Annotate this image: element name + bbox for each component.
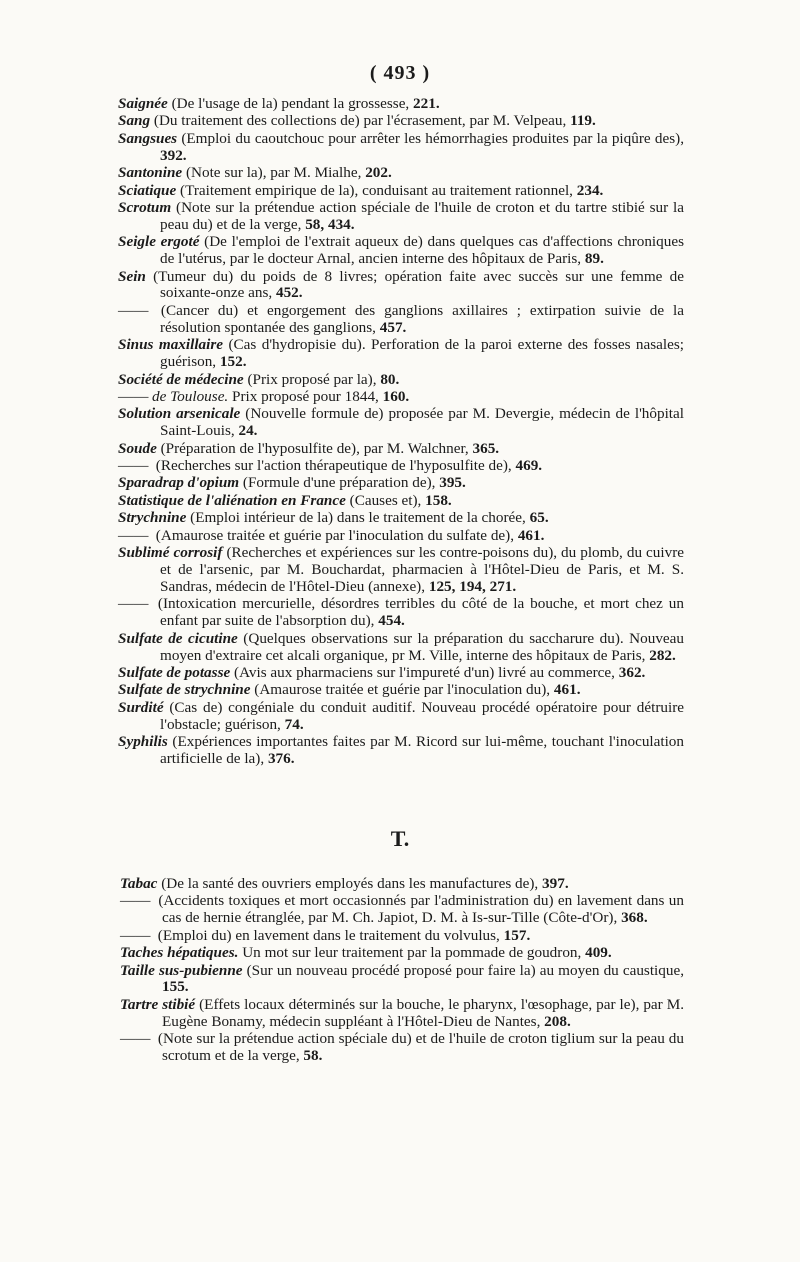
section-letter-t: T. — [390, 826, 410, 851]
ditto-dash: —— — [120, 926, 151, 944]
entry-text: (Cancer du) et engorgement des ganglions axillaires ; extirpation suivie de la résolution spontanée des ganglions, — [152, 301, 684, 336]
index-entry — [118, 596, 684, 630]
entry-page-ref: 202. — [365, 164, 392, 182]
entry-heading: Syphilis — [118, 733, 168, 751]
entry-text: Un mot sur leur traitement par la pommade de goudron, — [238, 944, 586, 962]
entry-page-ref: 158. — [425, 491, 452, 509]
entry-page-ref: 160. — [382, 387, 410, 405]
entry-text: (Du traitement des collections de) par l'écrasement, par M. Velpeau, — [150, 112, 571, 130]
entry-heading: Statistique de l'aliénation en France — [118, 491, 346, 509]
entry-text: (Formule d'une préparation de), — [239, 474, 440, 492]
entry-page-ref: 365. — [472, 439, 500, 457]
entry-heading: Scrotum — [118, 198, 172, 216]
entry-heading: Tartre stibié — [120, 995, 196, 1013]
index-entry — [118, 700, 684, 734]
entry-page-ref: 80. — [380, 370, 400, 388]
entry-page-ref: 395. — [439, 474, 466, 492]
entry-heading: Soude — [118, 439, 157, 457]
ditto-dash: —— — [118, 387, 149, 405]
entry-page-ref: 58. — [303, 1047, 323, 1065]
index-entry — [118, 303, 684, 337]
index-entry — [118, 183, 684, 200]
index-entry — [118, 528, 684, 545]
entry-text: (Note sur la), par M. Mialhe, — [182, 164, 366, 182]
entry-page-ref: 457. — [379, 318, 407, 336]
entry-text: (Expériences importantes faites par M. Ricord sur lui-même, touchant l'inoculation artificielle de la), — [160, 733, 684, 767]
entry-page-ref: 362. — [618, 663, 646, 681]
entry-text: (Note sur la prétendue action spéciale du) et de l'huile de croton tiglium sur la peau du scrotum et de la verge, — [154, 1030, 684, 1065]
entry-heading: Sulfate de strychnine — [118, 681, 251, 699]
index-entry — [118, 510, 684, 527]
index-entry — [118, 131, 684, 165]
entry-text: (Quelques observations sur la préparation du saccharure du). Nouveau moyen d'extraire cet alcali organique, pr M. Ville, interne des hôpitaux de Paris, — [160, 629, 684, 664]
entry-heading: Société de médecine — [118, 370, 244, 388]
entry-page-ref: 234. — [576, 181, 604, 199]
ditto-dash: —— — [118, 595, 149, 613]
entry-page-ref: 452. — [275, 284, 303, 302]
index-entry — [118, 734, 684, 768]
entry-heading: Sinus maxillaire — [118, 336, 224, 354]
index-entry — [118, 234, 684, 268]
entry-heading: Surdité — [118, 698, 164, 716]
index-entry — [120, 893, 684, 927]
index-entry — [118, 389, 684, 406]
index-entry — [120, 928, 684, 945]
entry-page-ref: 409. — [585, 944, 612, 962]
entry-heading: Sciatique — [118, 181, 177, 199]
index-entry — [118, 441, 684, 458]
entry-text: (De l'usage de la) pendant la grossesse, — [167, 95, 414, 112]
index-entry — [118, 96, 684, 113]
index-entry — [118, 406, 684, 440]
ditto-dash: —— — [120, 892, 151, 910]
entry-page-ref: 397. — [542, 875, 569, 892]
entry-text: (De l'emploi de l'extrait aqueux de) dans quelques cas d'affections chroniques de l'utérus, par le docteur Arnal, ancien interne des hôpitaux de Paris, — [160, 233, 684, 268]
entry-page-ref: 454. — [378, 612, 405, 630]
index-entry — [118, 545, 684, 596]
entry-text: (De la santé des ouvriers employés dans les manufactures de), — [157, 875, 543, 892]
entry-heading: Tabac — [120, 875, 158, 892]
entry-text: (Prix proposé par la), — [243, 370, 381, 388]
entry-heading: Strychnine — [118, 509, 187, 527]
ditto-dash: —— — [120, 1030, 151, 1048]
ditto-dash: —— — [118, 457, 149, 475]
index-entry — [120, 1031, 684, 1065]
entry-page-ref: 461. — [517, 526, 545, 544]
index-entry — [118, 200, 684, 234]
entry-text: (Emploi du) en lavement dans le traitement du volvulus, — [154, 926, 504, 944]
entry-text: (Cas d'hydropisie du). Perforation de la paroi externe des fosses nasales; guérison, — [160, 336, 684, 371]
entry-text: Prix proposé pour 1844, — [228, 387, 383, 405]
entry-text: (Causes et), — [345, 491, 426, 509]
index-section-t — [120, 876, 684, 1065]
index-entry — [118, 458, 684, 475]
index-entry — [118, 665, 684, 682]
entry-page-ref: 58, 434. — [305, 215, 355, 233]
entry-heading: Taches hépatiques. — [120, 944, 239, 962]
entry-heading: Sangsues — [118, 129, 178, 147]
index-entry — [120, 876, 684, 893]
entry-text: (Note sur la prétendue action spéciale de l'huile de croton et du tartre stibié sur la peau du) et de la verge, — [160, 198, 684, 233]
entry-page-ref: 221. — [413, 95, 440, 112]
ditto-dash: —— — [118, 301, 149, 319]
index-entry — [120, 945, 684, 962]
entry-page-ref: 74. — [284, 715, 304, 733]
index-section-s — [118, 96, 684, 768]
entry-text: (Préparation de l'hyposulfite de), par M. Walchner, — [156, 439, 473, 457]
entry-page-ref: 157. — [503, 926, 531, 944]
entry-page-ref: 368. — [621, 909, 648, 927]
entry-text: (Recherches sur l'action thérapeutique de l'hyposulfite de), — [152, 457, 516, 475]
index-entry — [118, 682, 684, 699]
entry-text: (Nouvelle formule de) proposée par M. Devergie, médecin de l'hôpital Saint-Louis, — [160, 405, 684, 440]
entry-page-ref: 376. — [267, 749, 295, 767]
index-entry — [120, 963, 684, 997]
entry-text: (Sur un nouveau procédé proposé pour faire la) au moyen du caustique, — [242, 961, 685, 979]
entry-text: (Amaurose traitée et guérie par l'inoculation du), — [250, 681, 554, 699]
page-number: ( 493 ) — [369, 62, 431, 84]
entry-page-ref: 65. — [529, 509, 549, 527]
index-entry — [120, 997, 684, 1031]
entry-page-ref: 469. — [515, 457, 543, 475]
entry-page-ref: 282. — [649, 646, 676, 664]
entry-text: (Recherches et expériences sur les contre-poisons du), du plomb, du cuivre et de l'arsenic, par M. Bouchardat, pharmacien à l'Hôtel-Dieu de Paris, et M. S. Sandras, médecin de l'Hôtel-Dieu (annexe), — [160, 544, 685, 595]
index-entry — [118, 475, 684, 492]
index-entry — [118, 493, 684, 510]
entry-text: (Intoxication mercurielle, désordres terribles du côté de la bouche, et mort chez un enfant par suite de l'absorption du), — [152, 595, 684, 630]
entry-page-ref: 125, 194, 271. — [428, 577, 517, 595]
entry-heading: Seigle ergoté — [118, 233, 200, 251]
entry-heading: Solution arsenicale — [118, 405, 241, 423]
entry-page-ref: 392. — [160, 146, 187, 164]
entry-heading: Sein — [118, 267, 146, 285]
entry-heading: Saignée — [118, 95, 168, 112]
index-entry — [118, 165, 684, 182]
entry-heading: Taille sus-pubienne — [120, 961, 243, 979]
index-entry — [118, 337, 684, 371]
entry-text: (Avis aux pharmaciens sur l'impureté d'un) livré au commerce, — [230, 663, 619, 681]
entry-page-ref: 89. — [584, 250, 604, 268]
entry-page-ref: 152. — [219, 353, 247, 371]
index-entry — [118, 372, 684, 389]
index-entry — [118, 269, 684, 303]
entry-text: (Emploi du caoutchouc pour arrêter les hémorrhagies produites par la piqûre des), — [177, 129, 684, 147]
entry-page-ref: 119. — [570, 112, 596, 130]
entry-text: (Amaurose traitée et guérie par l'inoculation du sulfate de), — [152, 526, 518, 544]
entry-heading: Sang — [118, 112, 151, 130]
entry-page-ref: 155. — [162, 978, 189, 996]
entry-text: (Traitement empirique de la), conduisant au traitement rationnel, — [176, 181, 577, 199]
entry-text: (Tumeur du) du poids de 8 livres; opération faite avec succès sur une femme de soixante-onze ans, — [145, 267, 684, 302]
entry-heading: Santonine — [118, 164, 183, 182]
entry-text: (Cas de) congéniale du conduit auditif. Nouveau procédé opératoire pour détruire l'obstacle; guérison, — [160, 698, 684, 733]
index-entry — [118, 631, 684, 665]
entry-page-ref: 208. — [544, 1012, 571, 1030]
entry-heading: Sparadrap d'opium — [118, 474, 240, 492]
entry-heading: de Toulouse. — [152, 387, 229, 405]
index-entry — [118, 113, 684, 130]
entry-text: (Accidents toxiques et mort occasionnés par l'administration du) en lavement dans un cas de hernie étranglée, par M. Ch. Japiot, D. M. à Is-sur-Tille (Côte-d'Or), — [154, 892, 684, 927]
entry-text: (Emploi intérieur de la) dans le traitement de la chorée, — [186, 509, 530, 527]
entry-heading: Sulfate de potasse — [118, 663, 231, 681]
entry-page-ref: 461. — [553, 681, 581, 699]
entry-heading: Sublimé corrosif — [118, 544, 223, 562]
entry-page-ref: 24. — [238, 422, 258, 440]
ditto-dash: —— — [118, 526, 149, 544]
entry-heading: Sulfate de cicutine — [118, 629, 238, 647]
entry-text: (Effets locaux déterminés sur la bouche, le pharynx, l'œsophage, par le), par M. Eugène Bonamy, médecin suppléant à l'Hôtel-Dieu de Nantes, — [162, 995, 684, 1030]
